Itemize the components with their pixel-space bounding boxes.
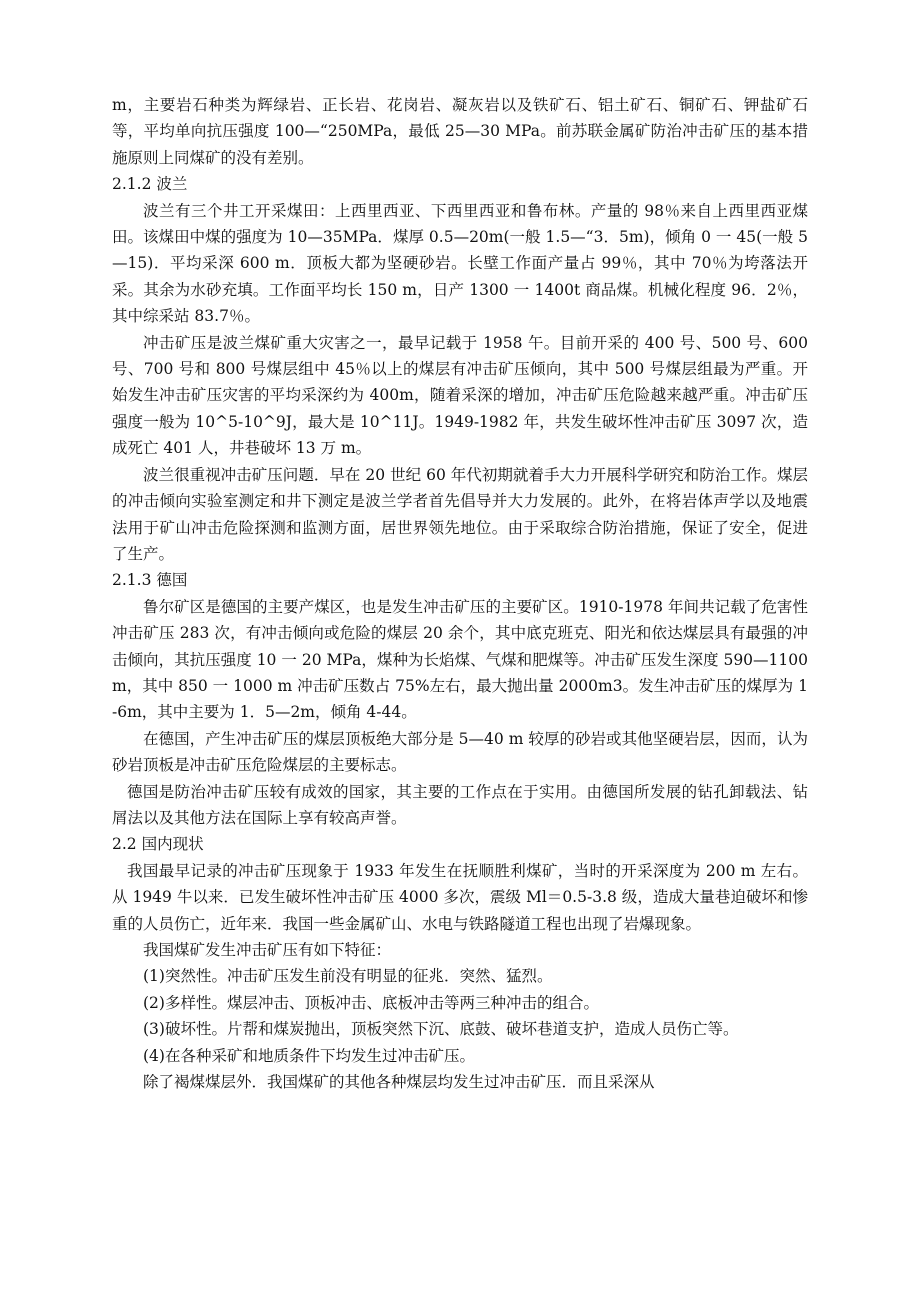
section-heading-germany: 2.1.3 德国: [112, 571, 188, 590]
section-heading-domestic: 2.2 国内现状: [112, 835, 204, 854]
list-item-destructiveness: (3)破坏性。片帮和煤炭抛出，顶板突然下沉、底鼓、破坏巷道支护，造成人员伤亡等。: [143, 1020, 739, 1039]
list-item-all-conditions: (4)在各种采矿和地质条件下均发生过冲击矿压。: [143, 1046, 475, 1065]
paragraph-domestic-history: 我国最早记录的冲击矿压现象于 1933 年发生在抚顺胜利煤矿，当时的开采深度为 200 m 左右。从 1949 牛以来．已发生破坏性冲击矿压 4000 多次，震级 Ml＝0.5-3.8 级，造成大量巷迫破坏和惨重的人员伤亡，近年来．我国一些金属矿山、水电与铁路隧道工程也出现了岩爆现象。: [112, 861, 808, 933]
paragraph-germany-roof: 在德国，产生冲击矿压的煤层顶板绝大部分是 5—40 m 较厚的砂岩或其他坚硬岩层，因而，认为砂岩顶板是冲击矿压危险煤层的主要标志。: [112, 729, 808, 775]
paragraph-features-intro: 我国煤矿发生冲击矿压有如下特征：: [143, 941, 392, 959]
paragraph-continuation: 除了褐煤煤层外．我国煤矿的其他各种煤层均发生过冲击矿压．而且采深从: [143, 1073, 655, 1092]
paragraph-poland-research: 波兰很重视冲击矿压问题．早在 20 世纪 60 年代初期就着手大力开展科学研究和防治工作。煤层的冲击倾向实验室测定和井下测定是波兰学者首先倡导并大力发展的。此外，在将岩体声学以及地震法用于矿山冲击危险探测和监测方面，居世界领先地位。由于采取综合防治措施，保证了安全，促进了生产。: [112, 465, 808, 563]
paragraph-poland-coalfields: 波兰有三个井工开采煤田：上西里西亚、下西里西亚和鲁布林。产量的 98％来自上西里西亚煤田。该煤田中煤的强度为 10—35MPa．煤厚 0.5—20m(一般 1.5—“3．5m)，倾角 0 一 45(一般 5—15)．平均采深 600 m．顶板大都为坚硬砂岩。长壁工作面产量占 99％，其中 70％为垮落法开采。其余为水砂充填。工作面平均长 150 m，日产 1300 一 1400t 商品煤。机械化程度 96．2％，其中综采站 83.7％。: [112, 201, 808, 326]
list-item-diversity: (2)多样性。煤层冲击、顶板冲击、底板冲击等两三种冲击的组合。: [143, 993, 599, 1012]
section-heading-poland: 2.1.2 波兰: [112, 175, 188, 194]
paragraph-poland-rockburst: 冲击矿压是波兰煤矿重大灾害之一，最早记载于 1958 午。目前开采的 400 号、500 号、600 号、700 号和 800 号煤层组中 45％以上的煤层有冲击矿压倾向，其中 500 号煤层组最为严重。开始发生冲击矿压灾害的平均采深约为 400m，随着采深的增加，冲击矿压危险越来越严重。冲击矿压强度一般为 10^5-10^9J，最大是 10^11J。1949-1982 年，共发生破坏性冲击矿压 3097 次，造成死亡 401 人，井巷破坏 13 万 m。: [112, 333, 808, 458]
paragraph-germany-methods: 德国是防治冲击矿压较有成效的国家，其主要的工作点在于实用。由德国所发展的钻孔卸载法、钻屑法以及其他方法在国际上享有较高声誉。: [112, 782, 808, 827]
paragraph-germany-ruhr: 鲁尔矿区是德国的主要产煤区，也是发生冲击矿压的主要矿区。1910-1978 年间共记载了危害性冲击矿压 283 次，有冲击倾向或危险的煤层 20 余个，其中底克班克、阳光和依达煤层具有最强的冲击倾向，其抗压强度 10 一 20 MPa，煤种为长焰煤、气煤和肥煤等。冲击矿压发生深度 590—1100 m，其中 850 一 1000 m 冲击矿压数占 75%左右，最大抛出量 2000m3。发生冲击矿压的煤厚为 1-6m，其中主要为 1．5—2m，倾角 4-44。: [112, 597, 808, 722]
list-item-suddenness: (1)突然性。冲击矿压发生前没有明显的征兆．突然、猛烈。: [143, 967, 553, 986]
paragraph-intro: m，主要岩石种类为辉绿岩、正长岩、花岗岩、凝灰岩以及铁矿石、铝土矿石、铜矿石、钾盐矿石等，平均单向抗压强度 100—“250MPa，最低 25—30 MPa。前苏联金属矿防治冲击矿压的基本措施原则上同煤矿的没有差别。: [112, 96, 808, 167]
